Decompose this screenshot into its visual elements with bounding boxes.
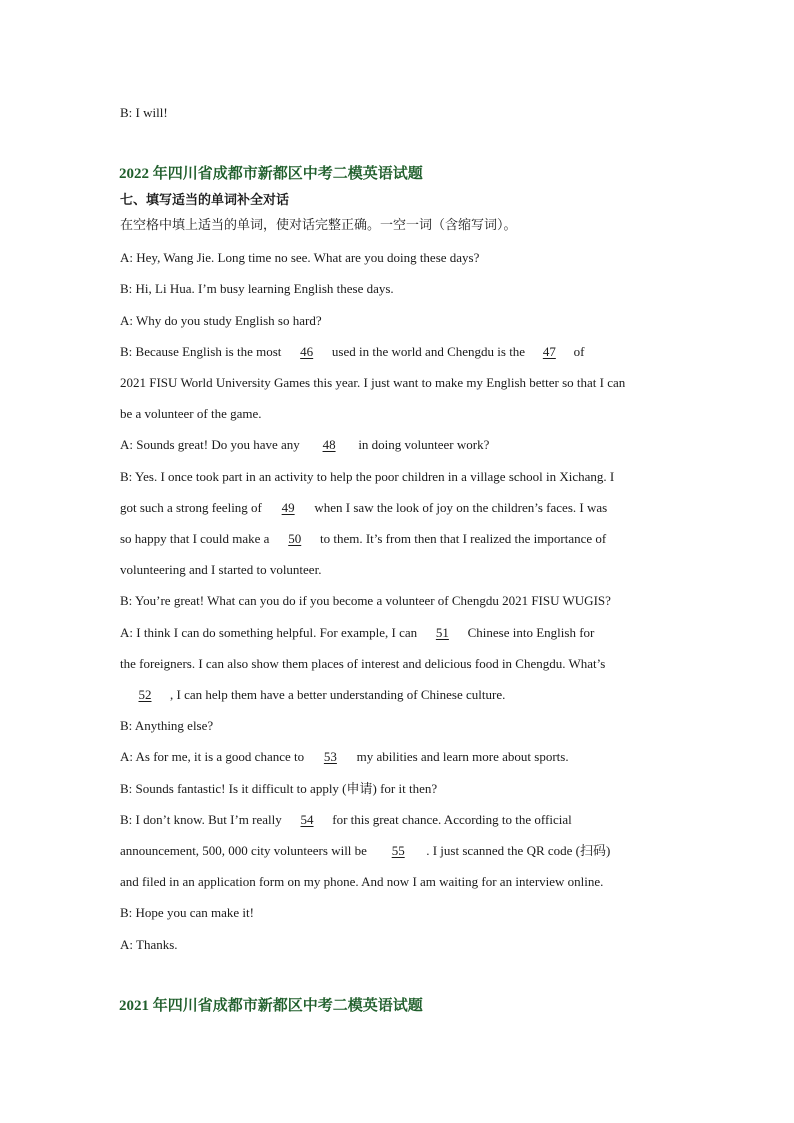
blank-51[interactable]: 51 xyxy=(435,625,449,640)
blank-54[interactable]: 54 xyxy=(300,812,314,827)
dialogue-line xyxy=(120,625,594,641)
dialogue-line: the foreigners. I can also show them places of interest and delicious food in Chengdu. What’s xyxy=(120,656,606,671)
text-segment: announcement, 500, 000 city volunteers will be xyxy=(120,843,371,858)
text-segment: for this great chance. According to the official xyxy=(329,812,572,827)
dialogue-line xyxy=(120,843,610,859)
dialogue-line xyxy=(120,437,489,453)
dialogue-line: A: Hey, Wang Jie. Long time no see. What are you doing these days? xyxy=(120,250,480,265)
text-segment: to them. It’s from then that I realized the importance of xyxy=(316,531,607,546)
blank-52[interactable]: 52 xyxy=(138,687,152,702)
blank-47[interactable]: 47 xyxy=(542,344,556,359)
dialogue-line: B: Sounds fantastic! Is it difficult to apply (申请) for it then? xyxy=(120,781,438,796)
dialogue-line: A: Why do you study English so hard? xyxy=(120,313,322,328)
blank-55[interactable]: 55 xyxy=(391,843,405,858)
text-segment: B: Because English is the most xyxy=(120,344,285,359)
dialogue-line: volunteering and I started to volunteer. xyxy=(120,562,322,577)
dialogue-line: B: You’re great! What can you do if you become a volunteer of Chengdu 2021 FISU WUGIS? xyxy=(120,593,611,608)
text-segment: so happy that I could make a xyxy=(120,531,273,546)
dialogue-line: and filed in an application form on my phone. And now I am waiting for an interview online. xyxy=(120,874,604,889)
text-segment: in doing volunteer work? xyxy=(355,437,490,452)
dialogue-line: B: Anything else? xyxy=(120,718,214,733)
blank-53[interactable]: 53 xyxy=(323,749,337,764)
text-segment: . I just scanned the QR code (扫码) xyxy=(426,843,611,858)
text-segment: B: I don’t know. But I’m really xyxy=(120,812,286,827)
dialogue-line: B: Hope you can make it! xyxy=(120,905,254,920)
exam-heading-2022: 2022 年四川省成都市新都区中考二模英语试题 xyxy=(119,166,423,182)
blank-48[interactable]: 48 xyxy=(322,437,336,452)
dialogue-line xyxy=(120,812,572,828)
text-segment: A: I think I can do something helpful. For example, I can xyxy=(120,625,421,640)
dialogue-line: be a volunteer of the game. xyxy=(120,406,262,421)
blank-50[interactable]: 50 xyxy=(288,531,302,546)
dialogue-line: B: Hi, Li Hua. I’m busy learning English these days. xyxy=(120,281,394,296)
dialogue-line xyxy=(120,531,606,547)
dialogue-line: B: Yes. I once took part in an activity to help the poor children in a village school in Xichang. I xyxy=(120,469,615,484)
text-segment: got such a strong feeling of xyxy=(120,500,266,515)
dialogue-line xyxy=(120,500,607,516)
text-segment: when I saw the look of joy on the children’s faces. I was xyxy=(311,500,608,515)
text-segment: , I can help them have a better understanding of Chinese culture. xyxy=(170,687,506,702)
section-title: 七、填写适当的单词补全对话 xyxy=(120,193,290,208)
text-segment: A: As for me, it is a good chance to xyxy=(120,749,308,764)
dialogue-line: A: Thanks. xyxy=(120,937,178,952)
instruction: 在空格中填上适当的单词，使对话完整正确。一空一词（含缩写词）。 xyxy=(120,218,517,233)
text-segment: used in the world and Chengdu is the xyxy=(328,344,529,359)
text-segment: A: Sounds great! Do you have any xyxy=(120,437,304,452)
dialogue-line xyxy=(120,344,584,360)
text-segment: of xyxy=(570,344,585,359)
exam-heading-2021: 2021 年四川省成都市新都区中考二模英语试题 xyxy=(119,998,423,1014)
text-segment: my abilities and learn more about sports. xyxy=(353,749,569,764)
dialogue-line xyxy=(120,687,505,703)
top-line: B: I will! xyxy=(120,105,168,120)
blank-46[interactable]: 46 xyxy=(300,344,314,359)
text-segment: Chinese into English for xyxy=(464,625,595,640)
blank-49[interactable]: 49 xyxy=(281,500,295,515)
dialogue-line xyxy=(120,749,569,765)
dialogue-line: 2021 FISU World University Games this year. I just want to make my English better so that I can xyxy=(120,375,626,390)
